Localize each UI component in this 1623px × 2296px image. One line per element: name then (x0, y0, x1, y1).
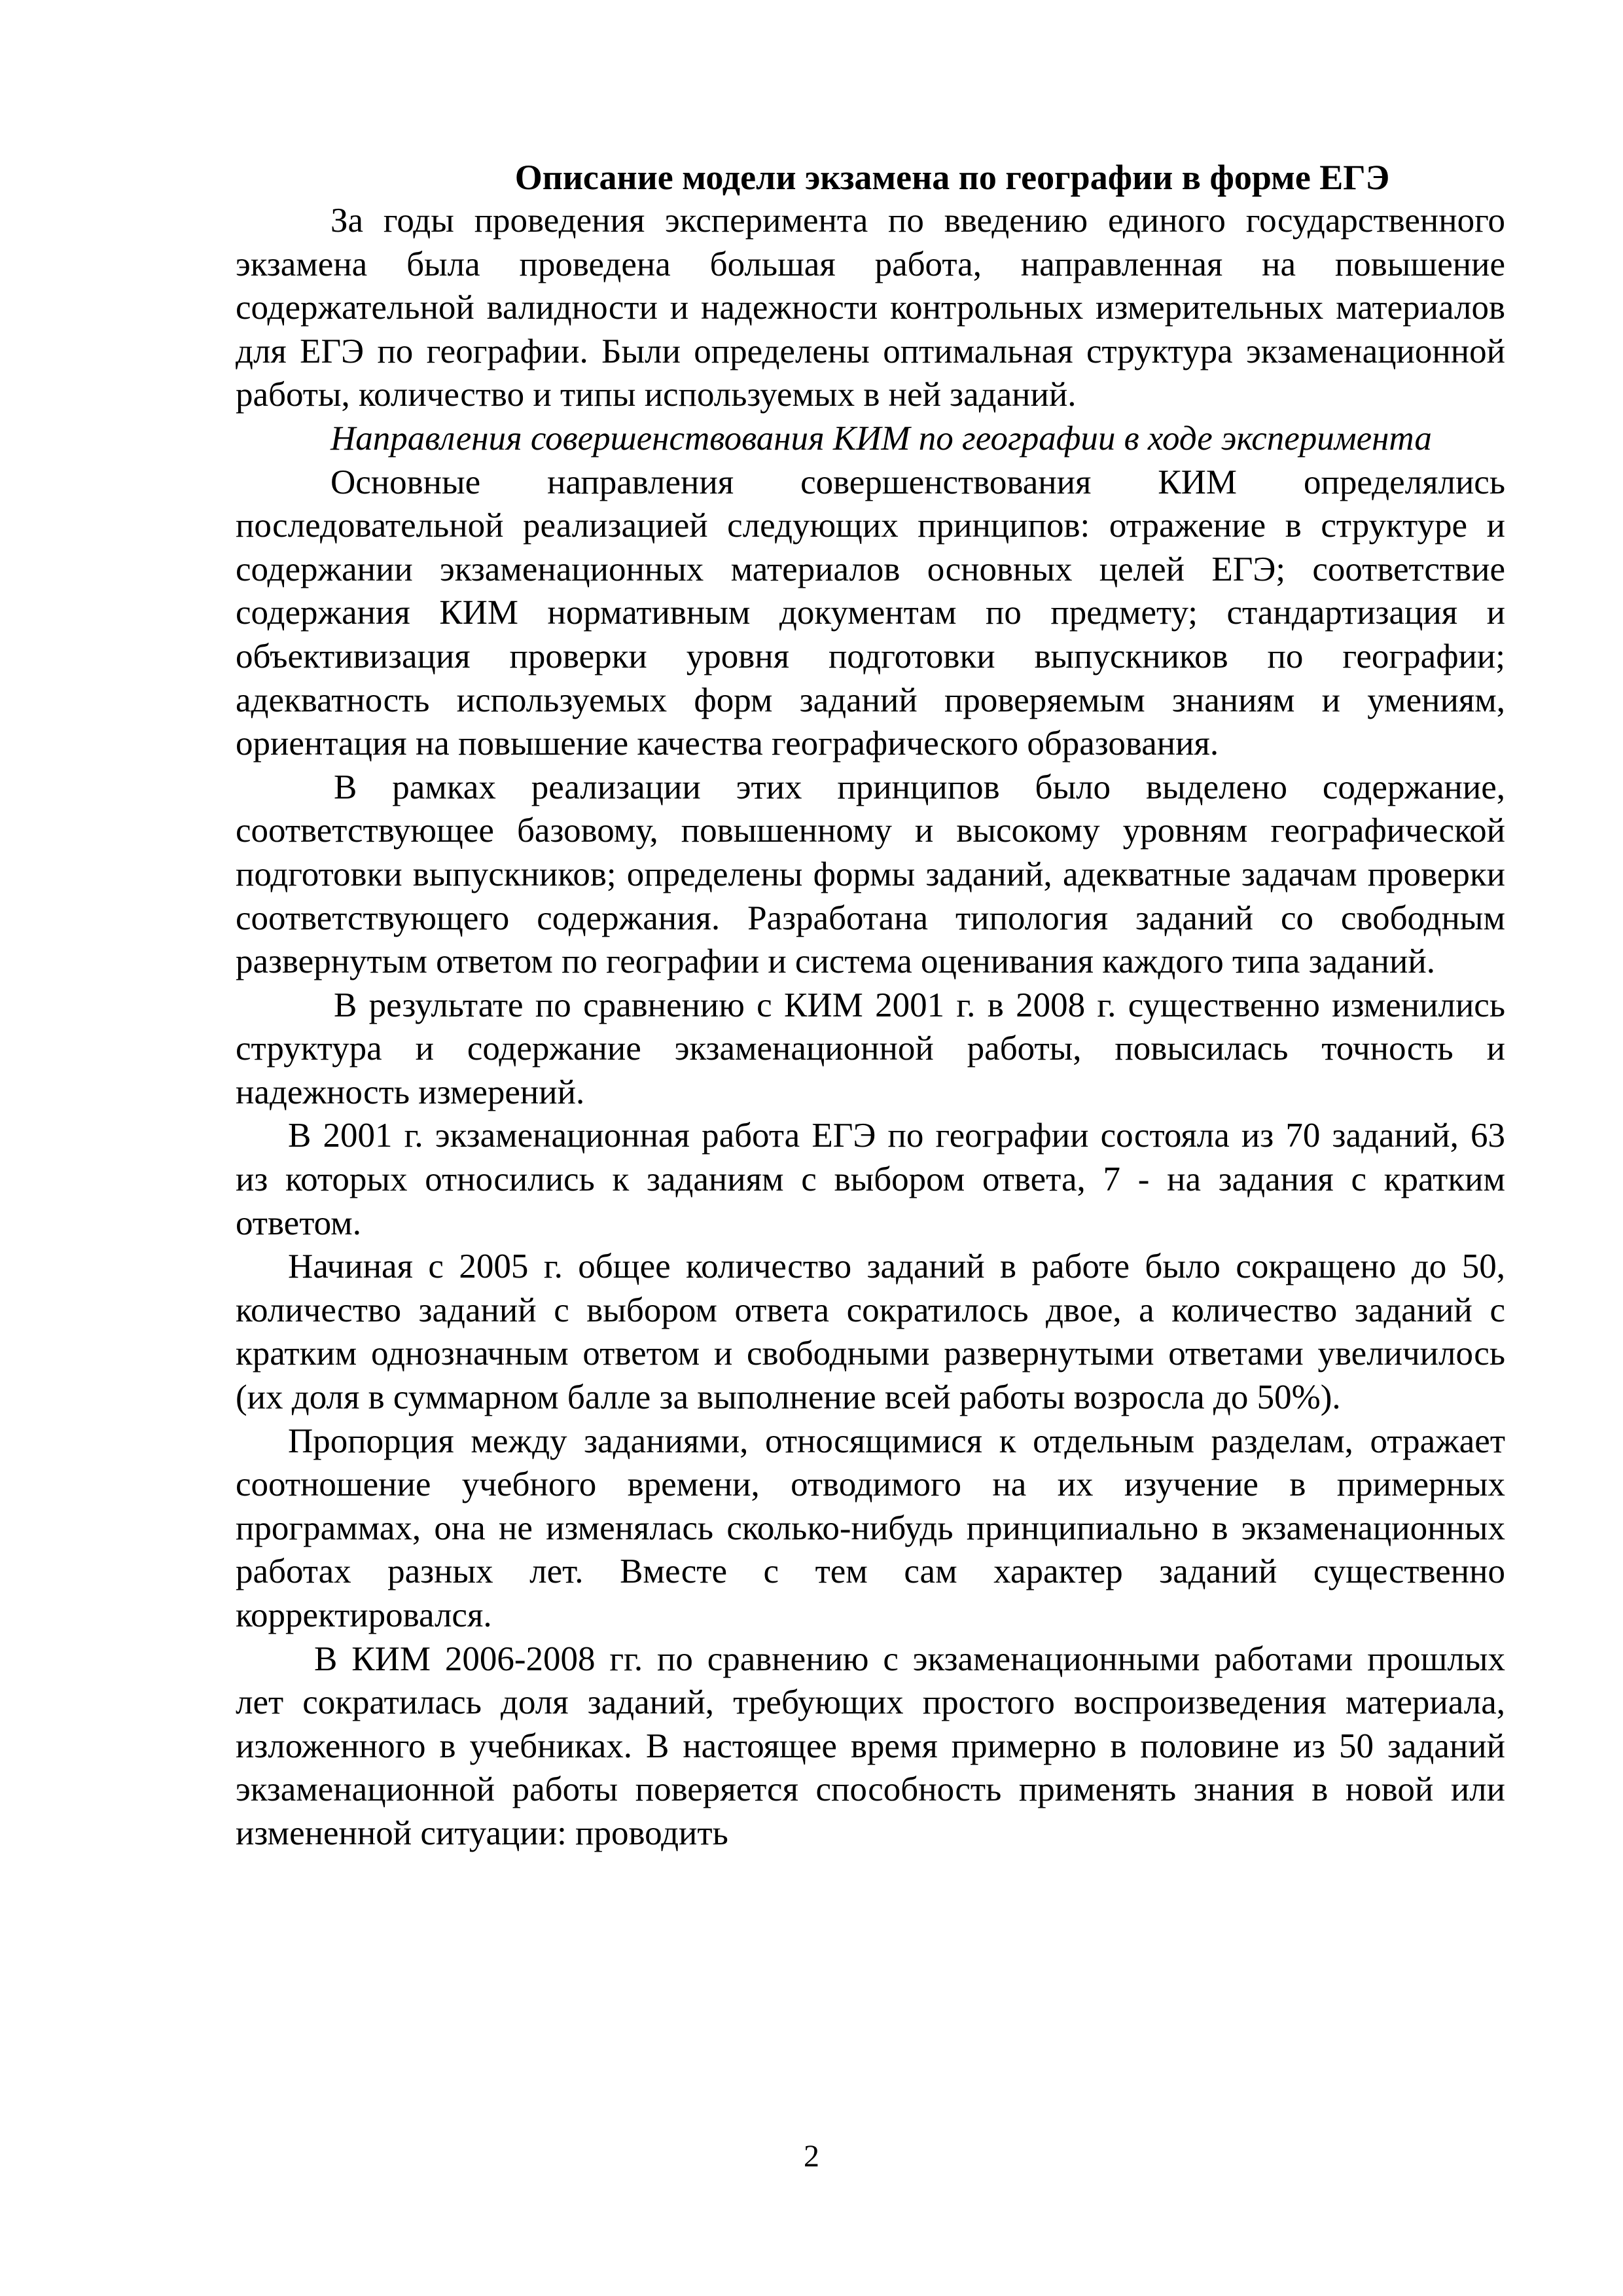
paragraph-2006-2008: В КИМ 2006-2008 гг. по сравнению с экзаменационными работами прошлых лет сократилась доля заданий, требующих простого воспроизведения материала, изложенного в учебниках. В настоящее время примерно в половине из 50 заданий экзаменационной работы поверяется способность применять знания в новой или измененной ситуации: проводить (236, 1640, 1505, 1852)
document-page (236, 156, 1505, 1856)
paragraph-results: В результате по сравнению с КИМ 2001 г. в 2008 г. существенно изменились структура и содержание экзаменационной работы, повысилась точность и надежность измерений. (236, 986, 1505, 1111)
page-number: 2 (804, 2139, 819, 2174)
paragraph-levels: В рамках реализации этих принципов было выделено содержание, соответствующее базовому, повышенному и высокому уровням географической подготовки выпускников; определены формы заданий, адекватные задачам проверки соответствующего содержания. Разработана типология заданий со свободным развернутым ответом по географии и система оценивания каждого типа заданий. (236, 768, 1505, 981)
document-title: Описание модели экзамена по географии в форме ЕГЭ (514, 158, 1390, 197)
paragraph-principles: Основные направления совершенствования КИМ определялись последовательной реализацией следующих принципов: отражение в структуре и содержании экзаменационных материалов основных целей ЕГЭ; соответствие содержания КИМ нормативным документам по предмету; стандартизация и объективизация проверки уровня подготовки выпускников по географии; адекватность используемых форм заданий проверяемым знаниям и умениям, ориентация на повышение качества географического образования. (236, 463, 1505, 763)
paragraph-proportion: Пропорция между заданиями, относящимися к отдельным разделам, отражает соотношение учебного времени, отводимого на их изучение в примерных программах, она не изменялась сколько-нибудь принципиально в экзаменационных работах разных лет. Вместе с тем сам характер заданий существенно корректировался. (236, 1422, 1505, 1634)
paragraph-2005: Начиная с 2005 г. общее количество заданий в работе было сокращено до 50, количество заданий с выбором ответа сократилось двое, а количество заданий с кратким однозначным ответом и свободными развернутыми ответами увеличилось (их доля в суммарном балле за выполнение всей работы возросла до 50%). (236, 1247, 1505, 1417)
section-heading: Направления совершенствования КИМ по географии в ходе эксперимента (330, 419, 1432, 457)
paragraph-intro: За годы проведения эксперимента по введению единого государственного экзамена была проведена большая работа, направленная на повышение содержательной валидности и надежности контрольных измерительных материалов для ЕГЭ по географии. Были определены оптимальная структура экзаменационной работы, количество и типы используемых в ней заданий. (236, 202, 1505, 414)
paragraph-2001: В 2001 г. экзаменационная работа ЕГЭ по географии состояла из 70 заданий, 63 из которых относились к заданиям с выбором ответа, 7 - на задания с кратким ответом. (236, 1117, 1505, 1242)
